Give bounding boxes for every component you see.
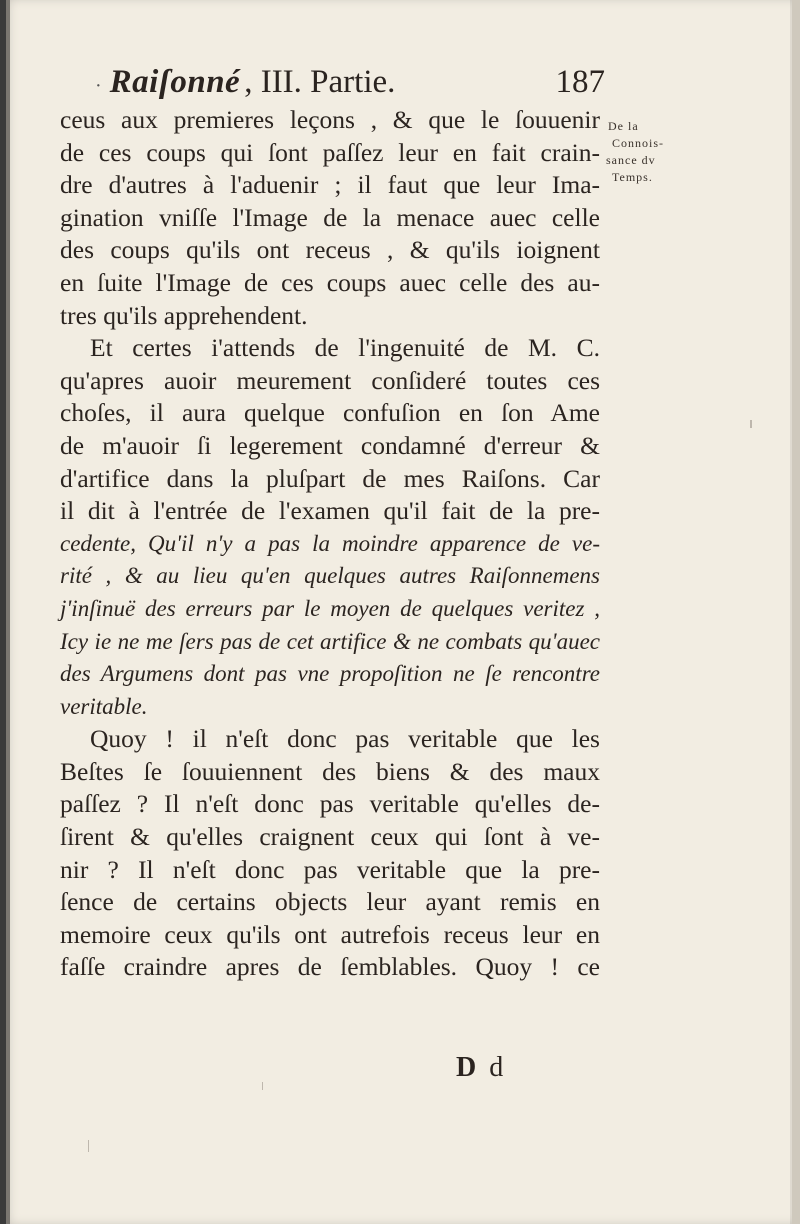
text-line: dre d'autres à l'aduenir ; il faut que leur Ima- (60, 170, 600, 200)
text-line: des coups qu'ils ont receus , & qu'ils ioignent (60, 235, 600, 265)
text-line: gination vniſſe l'Image de la menace auec celle (60, 202, 600, 232)
side-note-line: sance dv (606, 153, 656, 167)
text-line: nir ? Il n'eſt donc pas veritable que la pre- (60, 854, 600, 884)
text-line: de m'auoir ſi legerement condamné d'erreur & (60, 430, 600, 460)
running-head-title: Raiſonné (109, 64, 241, 100)
side-note-line: Temps. (612, 170, 653, 184)
text-line: choſes, il aura quelque confuſion en ſon Ame (60, 398, 600, 428)
signature-rest: d (489, 1052, 507, 1083)
text-line: ſence de certains objects leur ayant remis en (60, 887, 600, 917)
text-line: de ces coups qui ſont paſſez leur en fait crain- (60, 137, 600, 167)
side-note-line: De la (608, 119, 639, 133)
text-line-italic: cedente, Qu'il n'y a pas la moindre apparence de ve- (60, 530, 600, 556)
text-line: Et certes i'attends de l'ingenuité de M. C. (90, 333, 600, 363)
text-line: d'artifice dans la pluſpart de mes Raiſons. Car (60, 463, 600, 493)
body-text (60, 104, 600, 984)
header-dot: · (95, 75, 102, 97)
text-line-italic: j'inſinuë des erreurs par le moyen de quelques veritez , (60, 595, 600, 621)
text-line: memoire ceux qu'ils ont autrefois receus leur en (60, 919, 600, 949)
text-line: faſſe craindre apres de ſemblables. Quoy ! ce (60, 952, 600, 982)
text-line-italic: veritable. (60, 693, 148, 719)
text-line-italic: des Argumens dont pas vne propoſition ne ſe rencontre (60, 661, 600, 687)
text-line: Beſtes ſe ſouuiennent des biens & des maux (60, 756, 600, 786)
text-line: Quoy ! il n'eſt donc pas veritable que les (90, 724, 600, 754)
text-line: il dit à l'entrée de l'examen qu'il fait de la pre- (60, 496, 600, 526)
running-head-part: , III. Partie. (244, 64, 396, 100)
paper-speck (262, 1082, 263, 1090)
binding-shadow (6, 0, 10, 1224)
side-note (606, 118, 696, 186)
text-line: ceus aux premieres leçons , & que le ſouuenir (60, 105, 600, 134)
signature-mark (456, 1052, 506, 1084)
text-line: paſſez ? Il n'eſt donc pas veritable qu'elles de- (60, 789, 600, 819)
signature-letter: D (456, 1052, 480, 1083)
side-note-line: Connois- (612, 136, 665, 150)
text-line: ſirent & qu'elles craignent ceux qui ſont à ve- (60, 822, 600, 852)
text-line: en ſuite l'Image de ces coups auec celle des au- (60, 267, 600, 297)
paper-speck (750, 420, 752, 428)
text-line-italic: Icy ie ne me ſers pas de cet artifice & ne combats qu'auec (60, 628, 600, 654)
text-line: qu'apres auoir meurement conſideré toutes ces (60, 365, 600, 395)
text-line: tres qu'ils apprehendent. (60, 300, 308, 330)
running-head (95, 62, 605, 106)
page-number: 187 (555, 64, 605, 100)
paper-speck (88, 1140, 89, 1152)
text-line-italic: rité , & au lieu qu'en quelques autres Raiſonnemens (60, 563, 600, 589)
